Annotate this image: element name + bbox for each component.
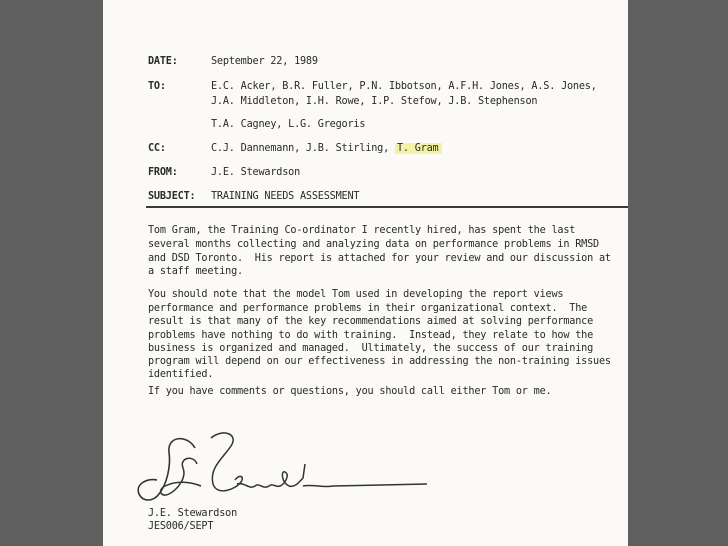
cc-label: CC: — [148, 143, 166, 154]
to-line-3: T.A. Cagney, L.G. Gregoris — [211, 119, 366, 130]
body-line: business is organized and managed. Ultimately, the success of our training — [148, 343, 594, 354]
signature-name: J.E. Stewardson — [148, 508, 238, 519]
body-line: a staff meeting. — [148, 266, 243, 277]
body-line: program will depend on our effectiveness in addressing the non-training issues — [148, 356, 611, 367]
from-value: J.E. Stewardson — [211, 167, 301, 178]
subject-value: TRAINING NEEDS ASSESSMENT — [211, 191, 360, 202]
signature-ref: JES006/SEPT — [148, 521, 214, 532]
body-line: several months collecting and analyzing data on performance problems in RMSD — [148, 239, 599, 250]
body-line: result is that many of the key recommendations aimed at solving performance — [148, 316, 594, 327]
to-line-2: J.A. Middleton, I.H. Rowe, I.P. Stefow, J.B. Stephenson — [211, 96, 538, 107]
cc-names: C.J. Dannemann, J.B. Stirling, — [211, 143, 390, 154]
subject-rule — [146, 206, 628, 208]
body-line: If you have comments or questions, you should call either Tom or me. — [148, 386, 552, 397]
body-line: You should note that the model Tom used in developing the report views — [148, 289, 564, 300]
cc-value — [211, 143, 442, 154]
date-value: September 22, 1989 — [211, 56, 318, 67]
to-label: TO: — [148, 81, 166, 92]
body-line: Tom Gram, the Training Co-ordinator I recently hired, has spent the last — [148, 225, 576, 236]
date-label: DATE: — [148, 56, 178, 67]
to-line-1: E.C. Acker, B.R. Fuller, P.N. Ibbotson, A.F.H. Jones, A.S. Jones, — [211, 81, 597, 92]
body-line: problems have nothing to do with training. Instead, they relate to how the — [148, 330, 594, 341]
body-line: performance and performance problems in their organizational context. The — [148, 303, 588, 314]
from-label: FROM: — [148, 167, 178, 178]
cc-highlight: T. Gram — [395, 143, 442, 154]
handwritten-signature — [127, 424, 427, 514]
memo-page — [103, 0, 628, 546]
left-margin — [0, 0, 103, 546]
subject-label: SUBJECT: — [148, 191, 196, 202]
body-line: identified. — [148, 369, 214, 380]
body-line: and DSD Toronto. His report is attached for your review and our discussion at — [148, 253, 611, 264]
right-margin — [628, 0, 728, 546]
